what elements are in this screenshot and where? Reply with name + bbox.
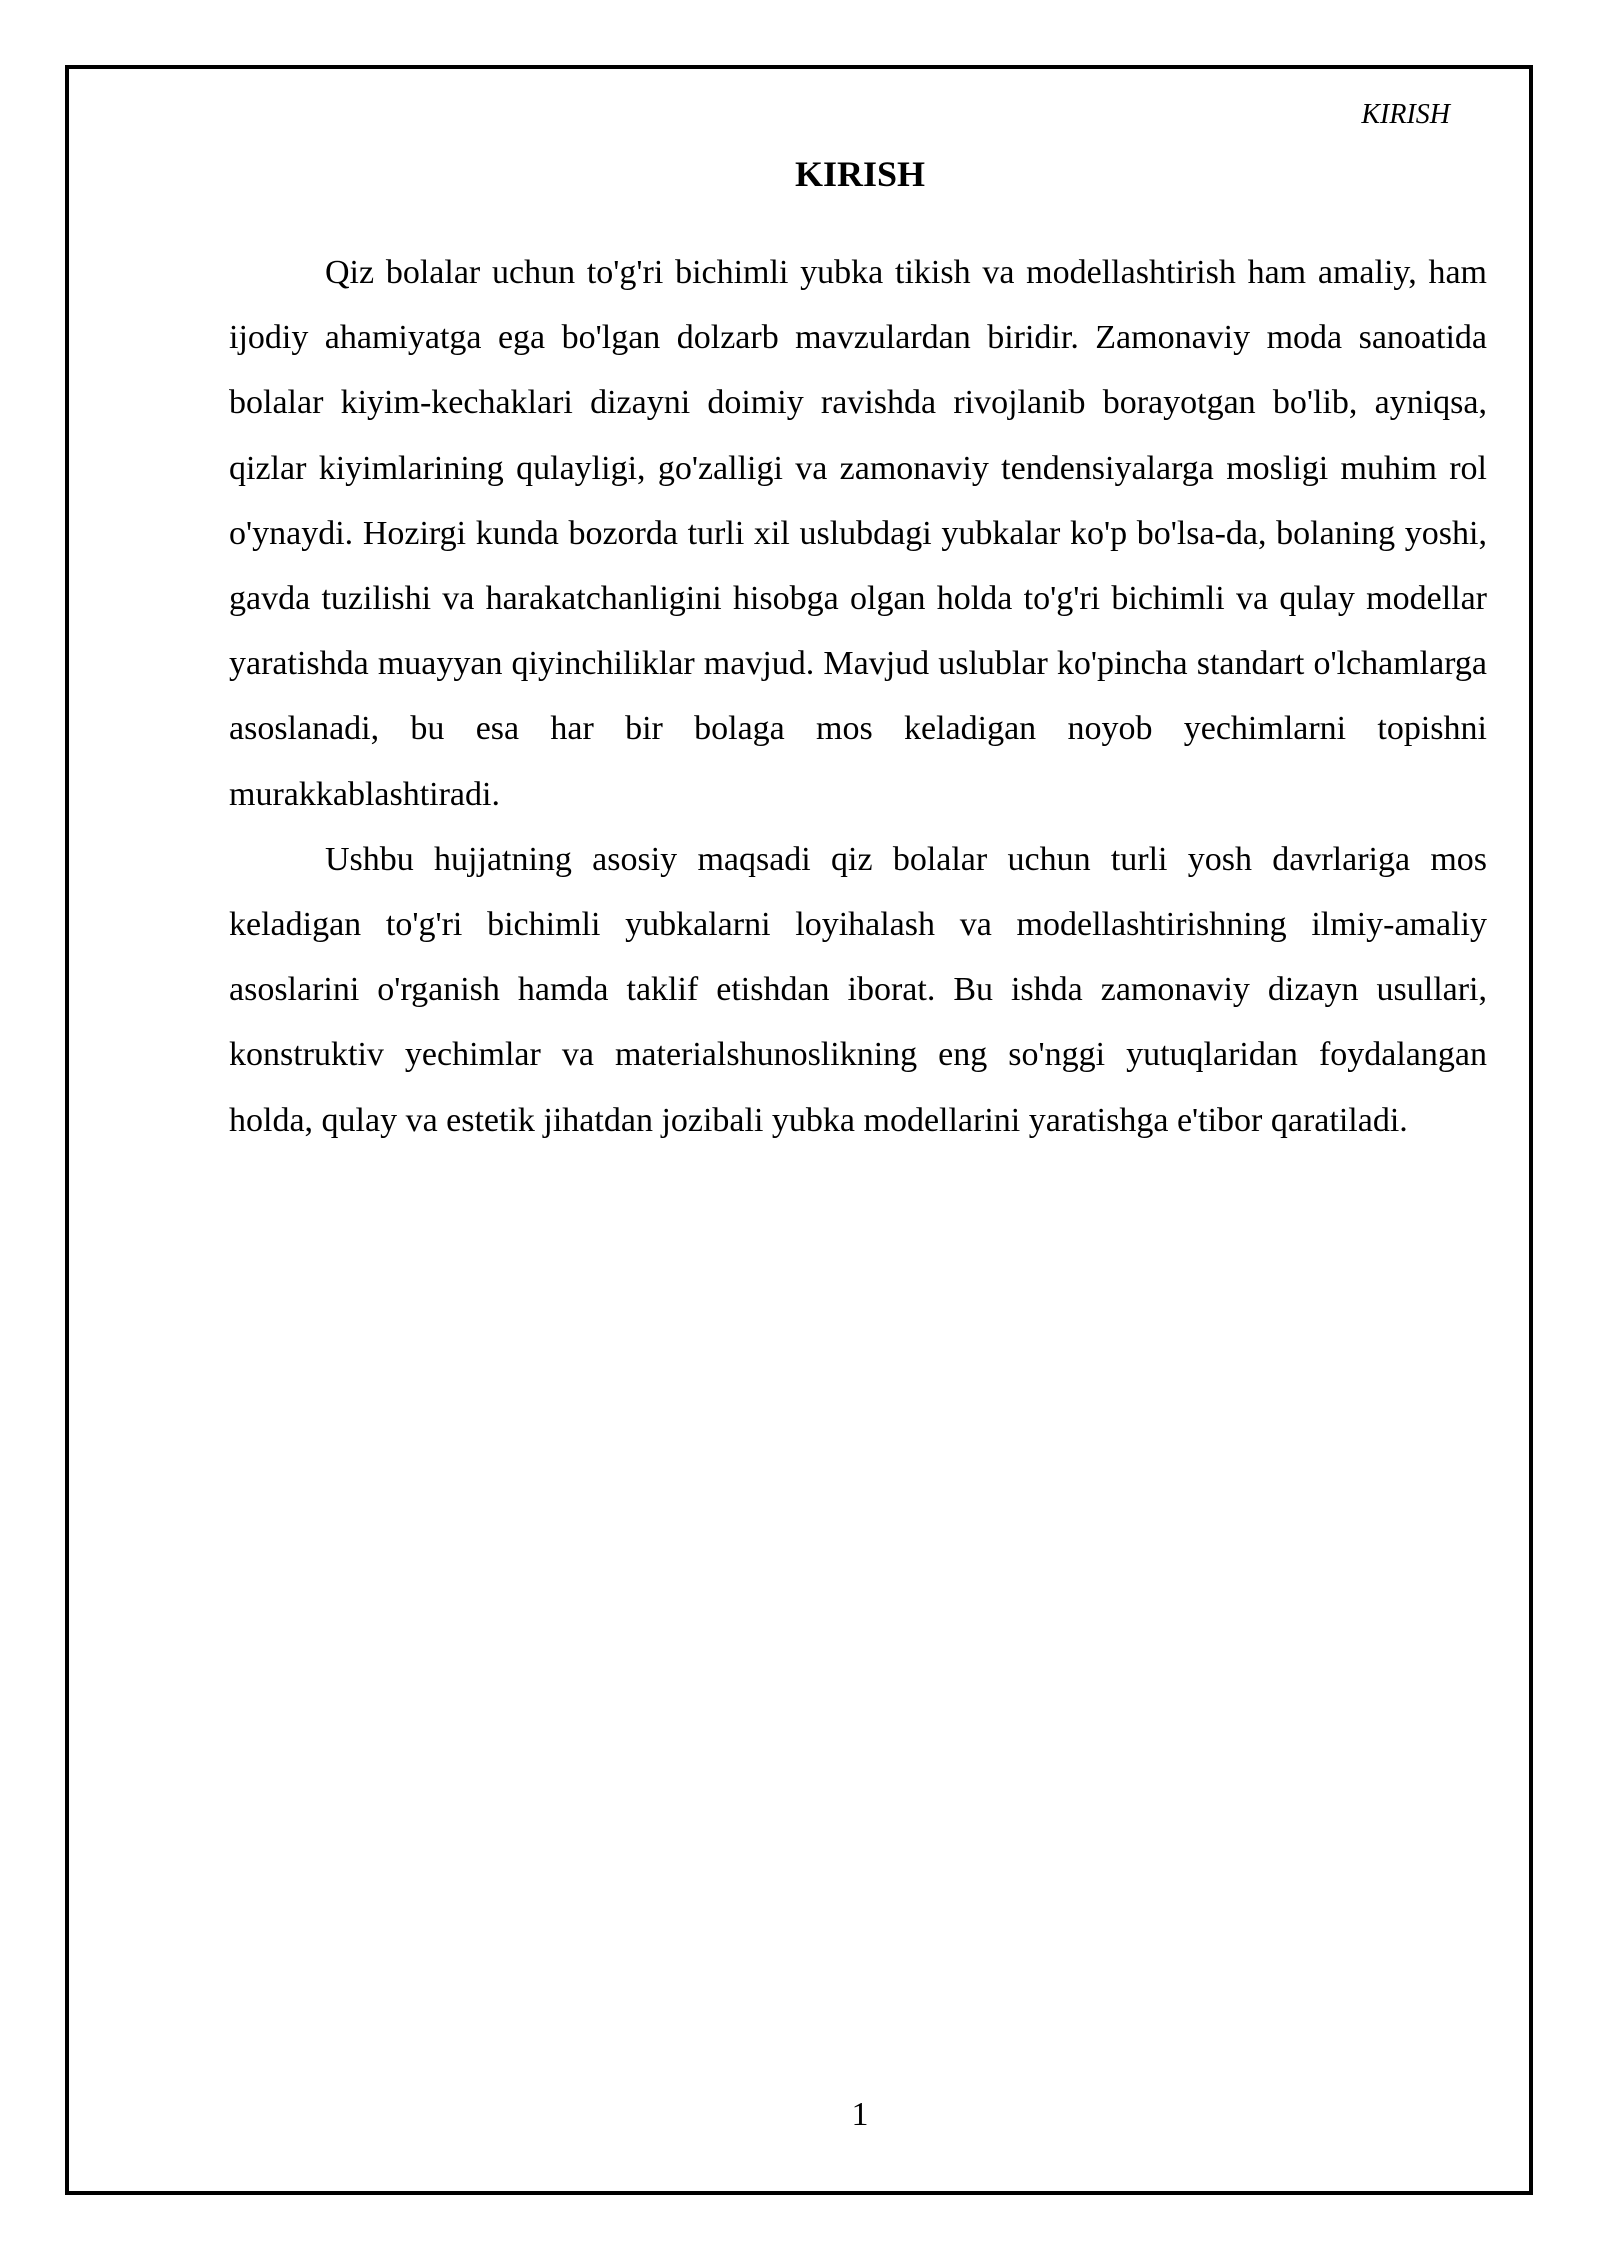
paragraph-1: Qiz bolalar uchun to'g'ri bichimli yubka tikish va modellashtirish ham amaliy, ham ijodiy ahamiyatga ega bo'lgan dolzarb mavzulardan biridir. Zamonaviy moda sanoatida bolalar kiyim-kechaklari dizayni doimiy ravishda rivojlanib borayotgan bo'lib, ayniqsa, qizlar kiyimlarining qulayligi, go'zalligi va zamonaviy tendensiyalarga mosligi muhim rol o'ynaydi. Hozirgi kunda bozorda turli xil uslubdagi yubkalar ko'p bo'lsa-da, bolaning yoshi, gavda tuzilishi va harakatchanligini hisobga olgan holda to'g'ri bichimli va qulay modellar yaratishda muayyan qiyinchiliklar mavjud. Mavjud uslublar ko'pincha standart o'lchamlarga asoslanadi, bu esa har bir bolaga mos keladigan noyob yechimlarni topishni murakkablashtiradi. <box>229 254 1487 813</box>
page-number: 1 <box>851 2096 869 2133</box>
running-header: KIRISH <box>1361 99 1450 130</box>
paragraph-2: Ushbu hujjatning asosiy maqsadi qiz bolalar uchun turli yosh davrlariga mos keladigan to'g'ri bichimli yubkalarni loyihalash va modellashtirishning ilmiy-amaliy asoslarini o'rganish hamda taklif etishdan iborat. Bu ishda zamonaviy dizayn usullari, konstruktiv yechimlar va materialshunoslikning eng so'nggi yutuqlaridan foydalangan holda, qulay va estetik jihatdan jozibali yubka modellarini yaratishga e'tibor qaratiladi. <box>229 840 1487 1139</box>
body-text <box>229 240 1487 1153</box>
page-title: KIRISH <box>794 154 926 194</box>
